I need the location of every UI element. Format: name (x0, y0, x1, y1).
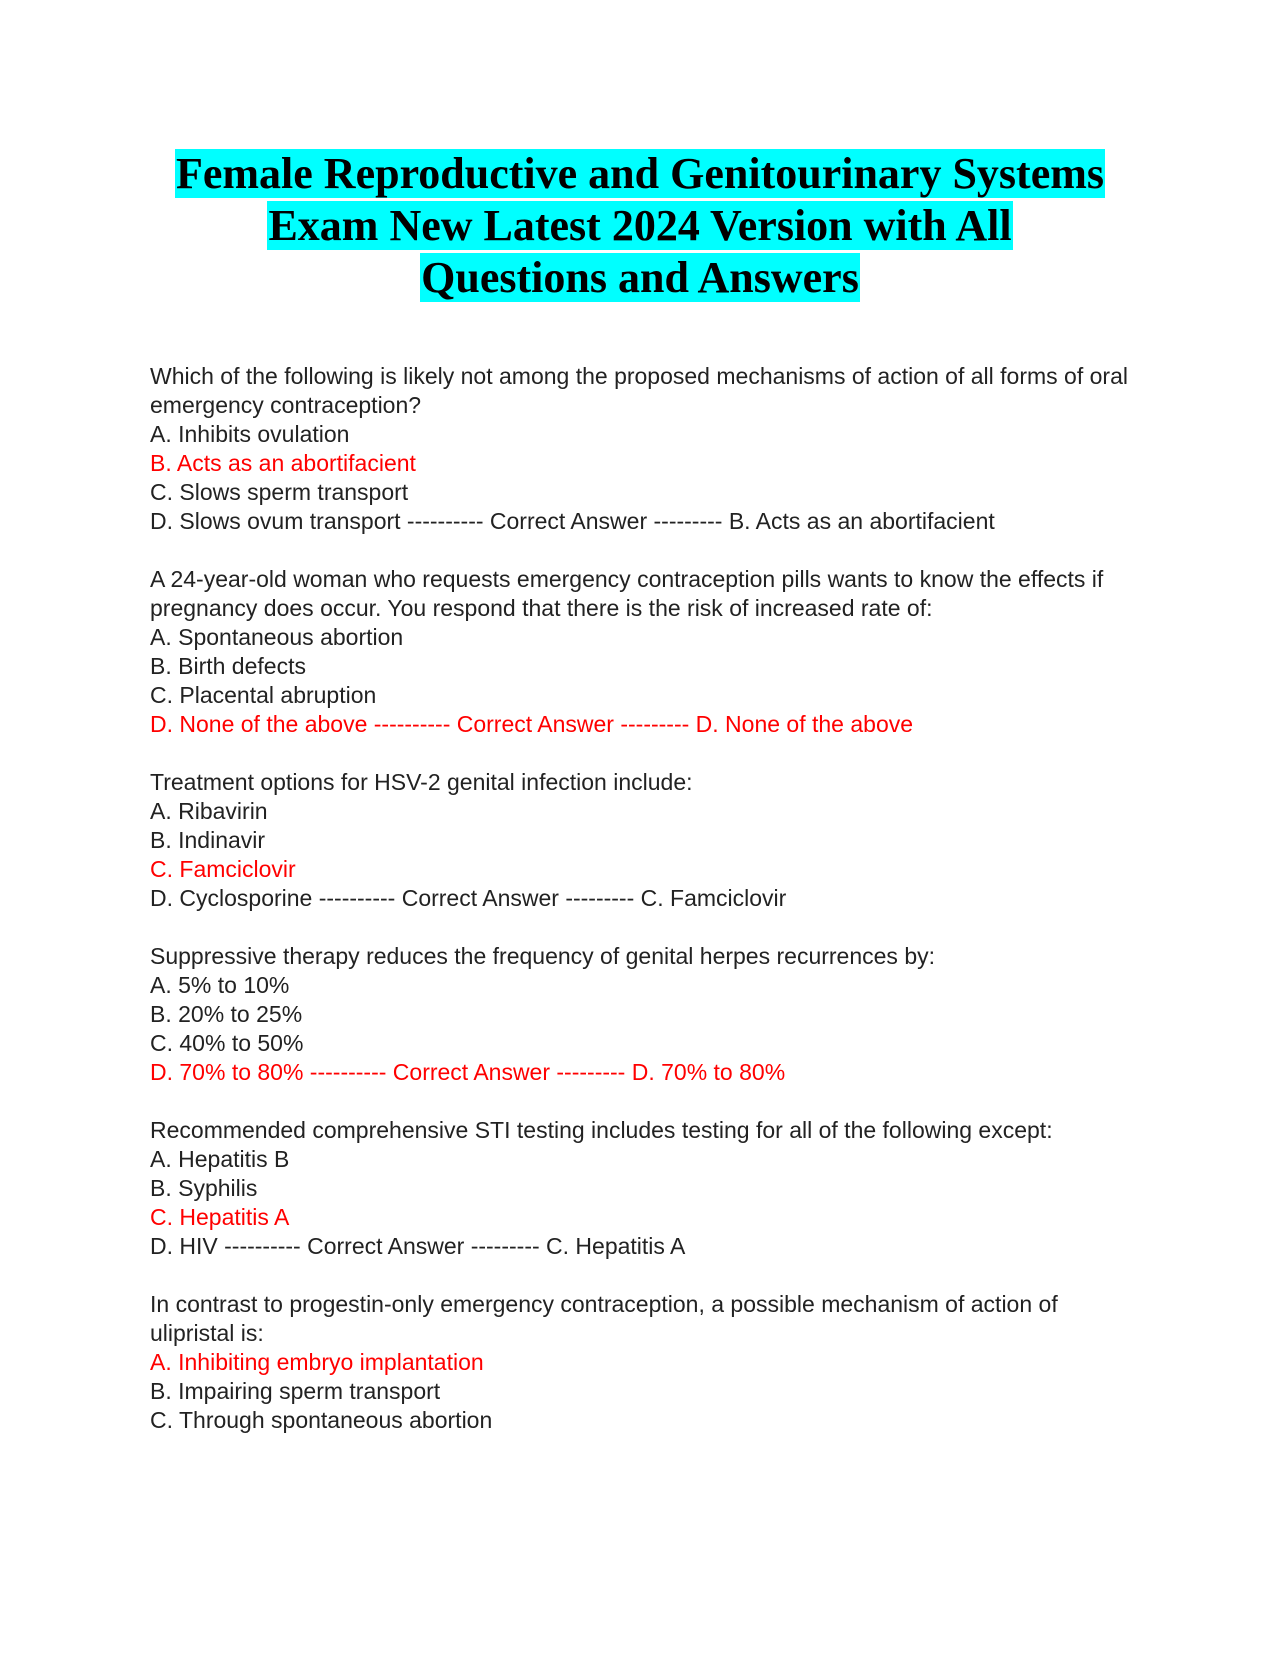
option-a: A. Inhibiting embryo implantation (150, 1349, 484, 1375)
option-d: D. Cyclosporine ---------- Correct Answer --------- C. Famciclovir (150, 885, 787, 911)
title-line (100, 200, 1180, 252)
question-5 (150, 1116, 1130, 1261)
option-d: D. Slows ovum transport ---------- Correct Answer --------- B. Acts as an abortifacient (150, 508, 995, 534)
option-d: D. None of the above ---------- Correct Answer --------- D. None of the above (150, 711, 914, 737)
question-text: Recommended comprehensive STI testing includes testing for all of the following except: (150, 1117, 1053, 1143)
option-c: C. 40% to 50% (150, 1030, 304, 1056)
title-line (100, 148, 1180, 200)
title-line-text: Female Reproductive and Genitourinary Systems (175, 149, 1105, 198)
option-b: B. Acts as an abortifacient (150, 450, 416, 476)
option-b: B. Indinavir (150, 827, 266, 853)
question-text: A 24-year-old woman who requests emergency contraception pills wants to know the effects if pregnancy does occur. You respond that there is the risk of increased rate of: (150, 566, 1110, 621)
option-a: A. Ribavirin (150, 798, 268, 824)
question-text: In contrast to progestin-only emergency contraception, a possible mechanism of action of ulipristal is: (150, 1291, 1065, 1346)
question-text: Treatment options for HSV-2 genital infection include: (150, 769, 693, 795)
question-text: Suppressive therapy reduces the frequency of genital herpes recurrences by: (150, 943, 935, 969)
option-b: B. 20% to 25% (150, 1001, 303, 1027)
option-a: A. Hepatitis B (150, 1146, 290, 1172)
option-d: D. HIV ---------- Correct Answer --------- C. Hepatitis A (150, 1233, 686, 1259)
title-line-text: Exam New Latest 2024 Version with All (268, 201, 1012, 250)
option-c: C. Hepatitis A (150, 1204, 290, 1230)
option-c: C. Slows sperm transport (150, 479, 409, 505)
option-a: A. Spontaneous abortion (150, 624, 404, 650)
option-a: A. 5% to 10% (150, 972, 290, 998)
document-title (100, 148, 1180, 304)
option-b: B. Impairing sperm transport (150, 1378, 441, 1404)
question-4 (150, 942, 1130, 1087)
question-2 (150, 565, 1130, 739)
option-c: C. Famciclovir (150, 856, 296, 882)
question-3 (150, 768, 1130, 913)
option-a: A. Inhibits ovulation (150, 421, 350, 447)
option-b: B. Syphilis (150, 1175, 258, 1201)
option-d: D. 70% to 80% ---------- Correct Answer --------- D. 70% to 80% (150, 1059, 786, 1085)
question-6 (150, 1290, 1130, 1435)
title-line (100, 252, 1180, 304)
question-1 (150, 362, 1135, 536)
option-b: B. Birth defects (150, 653, 306, 679)
question-text: Which of the following is likely not among the proposed mechanisms of action of all forms of oral emergency contraception? (150, 363, 1135, 418)
title-line-text: Questions and Answers (421, 253, 859, 302)
question-list (150, 362, 1135, 1464)
option-c: C. Through spontaneous abortion (150, 1407, 493, 1433)
option-c: C. Placental abruption (150, 682, 377, 708)
